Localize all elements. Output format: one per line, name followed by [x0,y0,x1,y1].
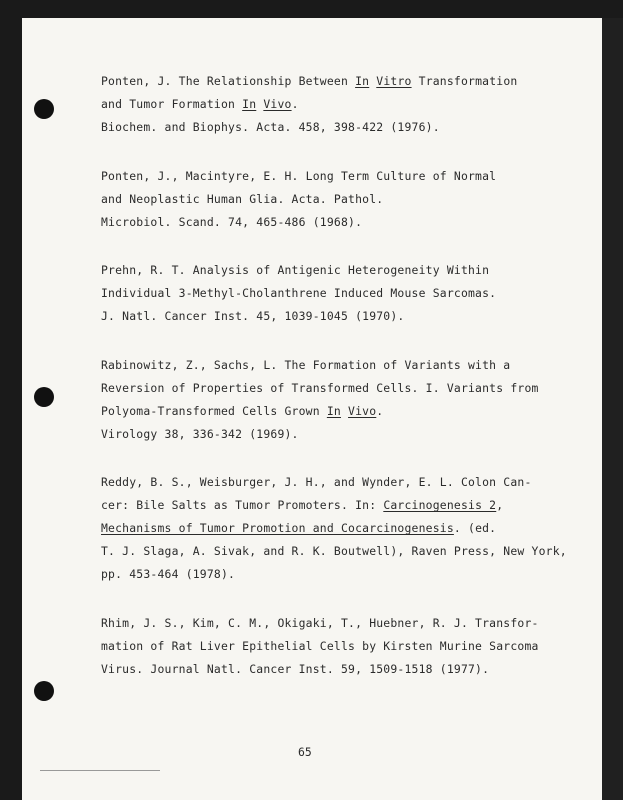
reference-text [341,404,348,418]
reference-text: Virology 38, 336-342 (1969). [101,426,299,441]
reference-text: Prehn, R. T. Analysis of Antigenic Heterogeneity Within [101,263,490,277]
reference-text: . [291,97,299,111]
reference-line [101,211,571,234]
reference-text: . [376,403,384,418]
reference-text: mation of Rat Liver Epithelial Cells by Kirsten Murine Sarcoma [101,638,539,653]
underlined-text: In [326,403,341,418]
punch-hole-middle [34,387,54,407]
punch-hole-top [34,99,54,119]
reference-line [101,540,571,563]
reference-entry [101,165,571,234]
underlined-text: Vivo [263,97,292,111]
reference-line [101,377,571,400]
reference-entry [101,471,571,586]
reference-line [101,116,571,139]
underlined-text: In [355,74,370,88]
reference-text: Ponten, J. The Relationship Between [101,74,356,88]
reference-list [101,70,571,706]
underlined-text: Carcinogenesis 2 [383,498,497,512]
reference-text: Microbiol. Scand. 74, 465-486 (1968). [101,214,363,229]
reference-line [101,658,571,681]
reference-line [101,188,571,211]
reference-text: Rabinowitz, Z., Sachs, L. The Formation of Variants with a [101,357,511,372]
punch-hole-bottom [34,681,54,701]
reference-entry [101,612,571,681]
reference-text: Individual 3-Methyl-Cholanthrene Induced Mouse Sarcomas. [101,286,497,300]
reference-line [101,612,571,635]
reference-line [101,494,571,517]
underlined-text: In [242,97,257,111]
bottom-rule [40,770,160,771]
reference-text: Reversion of Properties of Transformed Cells. I. Variants from [101,380,539,395]
reference-text: Rhim, J. S., Kim, C. M., Okigaki, T., Huebner, R. J. Transfor- [101,615,539,630]
underlined-text: Mechanisms of Tumor Promotion and Cocarcinogenesis [101,521,454,535]
reference-line [101,305,571,328]
reference-entry [101,70,571,139]
page-number: 65 [298,745,312,759]
reference-line [101,563,571,586]
reference-line [101,423,571,446]
reference-line [101,282,571,305]
reference-text: and Tumor Formation [101,97,243,111]
reference-text: , [496,498,504,512]
reference-text: Ponten, J., Macintyre, E. H. Long Term Culture of Normal [101,168,497,183]
reference-line [101,165,571,188]
reference-text: pp. 453-464 (1978). [101,567,236,581]
reference-text: Virus. Journal Natl. Cancer Inst. 59, 1509-1518 (1977). [101,661,490,676]
reference-entry [101,259,571,328]
reference-text: and Neoplastic Human Glia. Acta. Pathol. [101,191,384,206]
reference-text: Polyoma-Transformed Cells Grown [101,403,327,418]
reference-line [101,635,571,658]
underlined-text: Vivo [348,403,377,418]
reference-entry [101,354,571,446]
reference-line [101,400,571,423]
scanner-edge [602,18,623,800]
reference-line [101,259,571,282]
reference-text: J. Natl. Cancer Inst. 45, 1039-1045 (1970). [101,309,405,323]
reference-line [101,93,571,116]
reference-text: T. J. Slaga, A. Sivak, and R. K. Boutwell), Raven Press, New York, [101,544,567,558]
reference-text: Transformation [411,74,518,88]
reference-line [101,471,571,494]
reference-text: Reddy, B. S., Weisburger, J. H., and Wynder, E. L. Colon Can- [101,475,532,489]
reference-line [101,354,571,377]
reference-line [101,70,571,93]
underlined-text: Vitro [376,74,412,88]
reference-line [101,517,571,540]
reference-text: Biochem. and Biophys. Acta. 458, 398-422 (1976). [101,120,440,134]
reference-text: cer: Bile Salts as Tumor Promoters. In: [101,498,384,512]
reference-text: . (ed. [453,521,497,535]
